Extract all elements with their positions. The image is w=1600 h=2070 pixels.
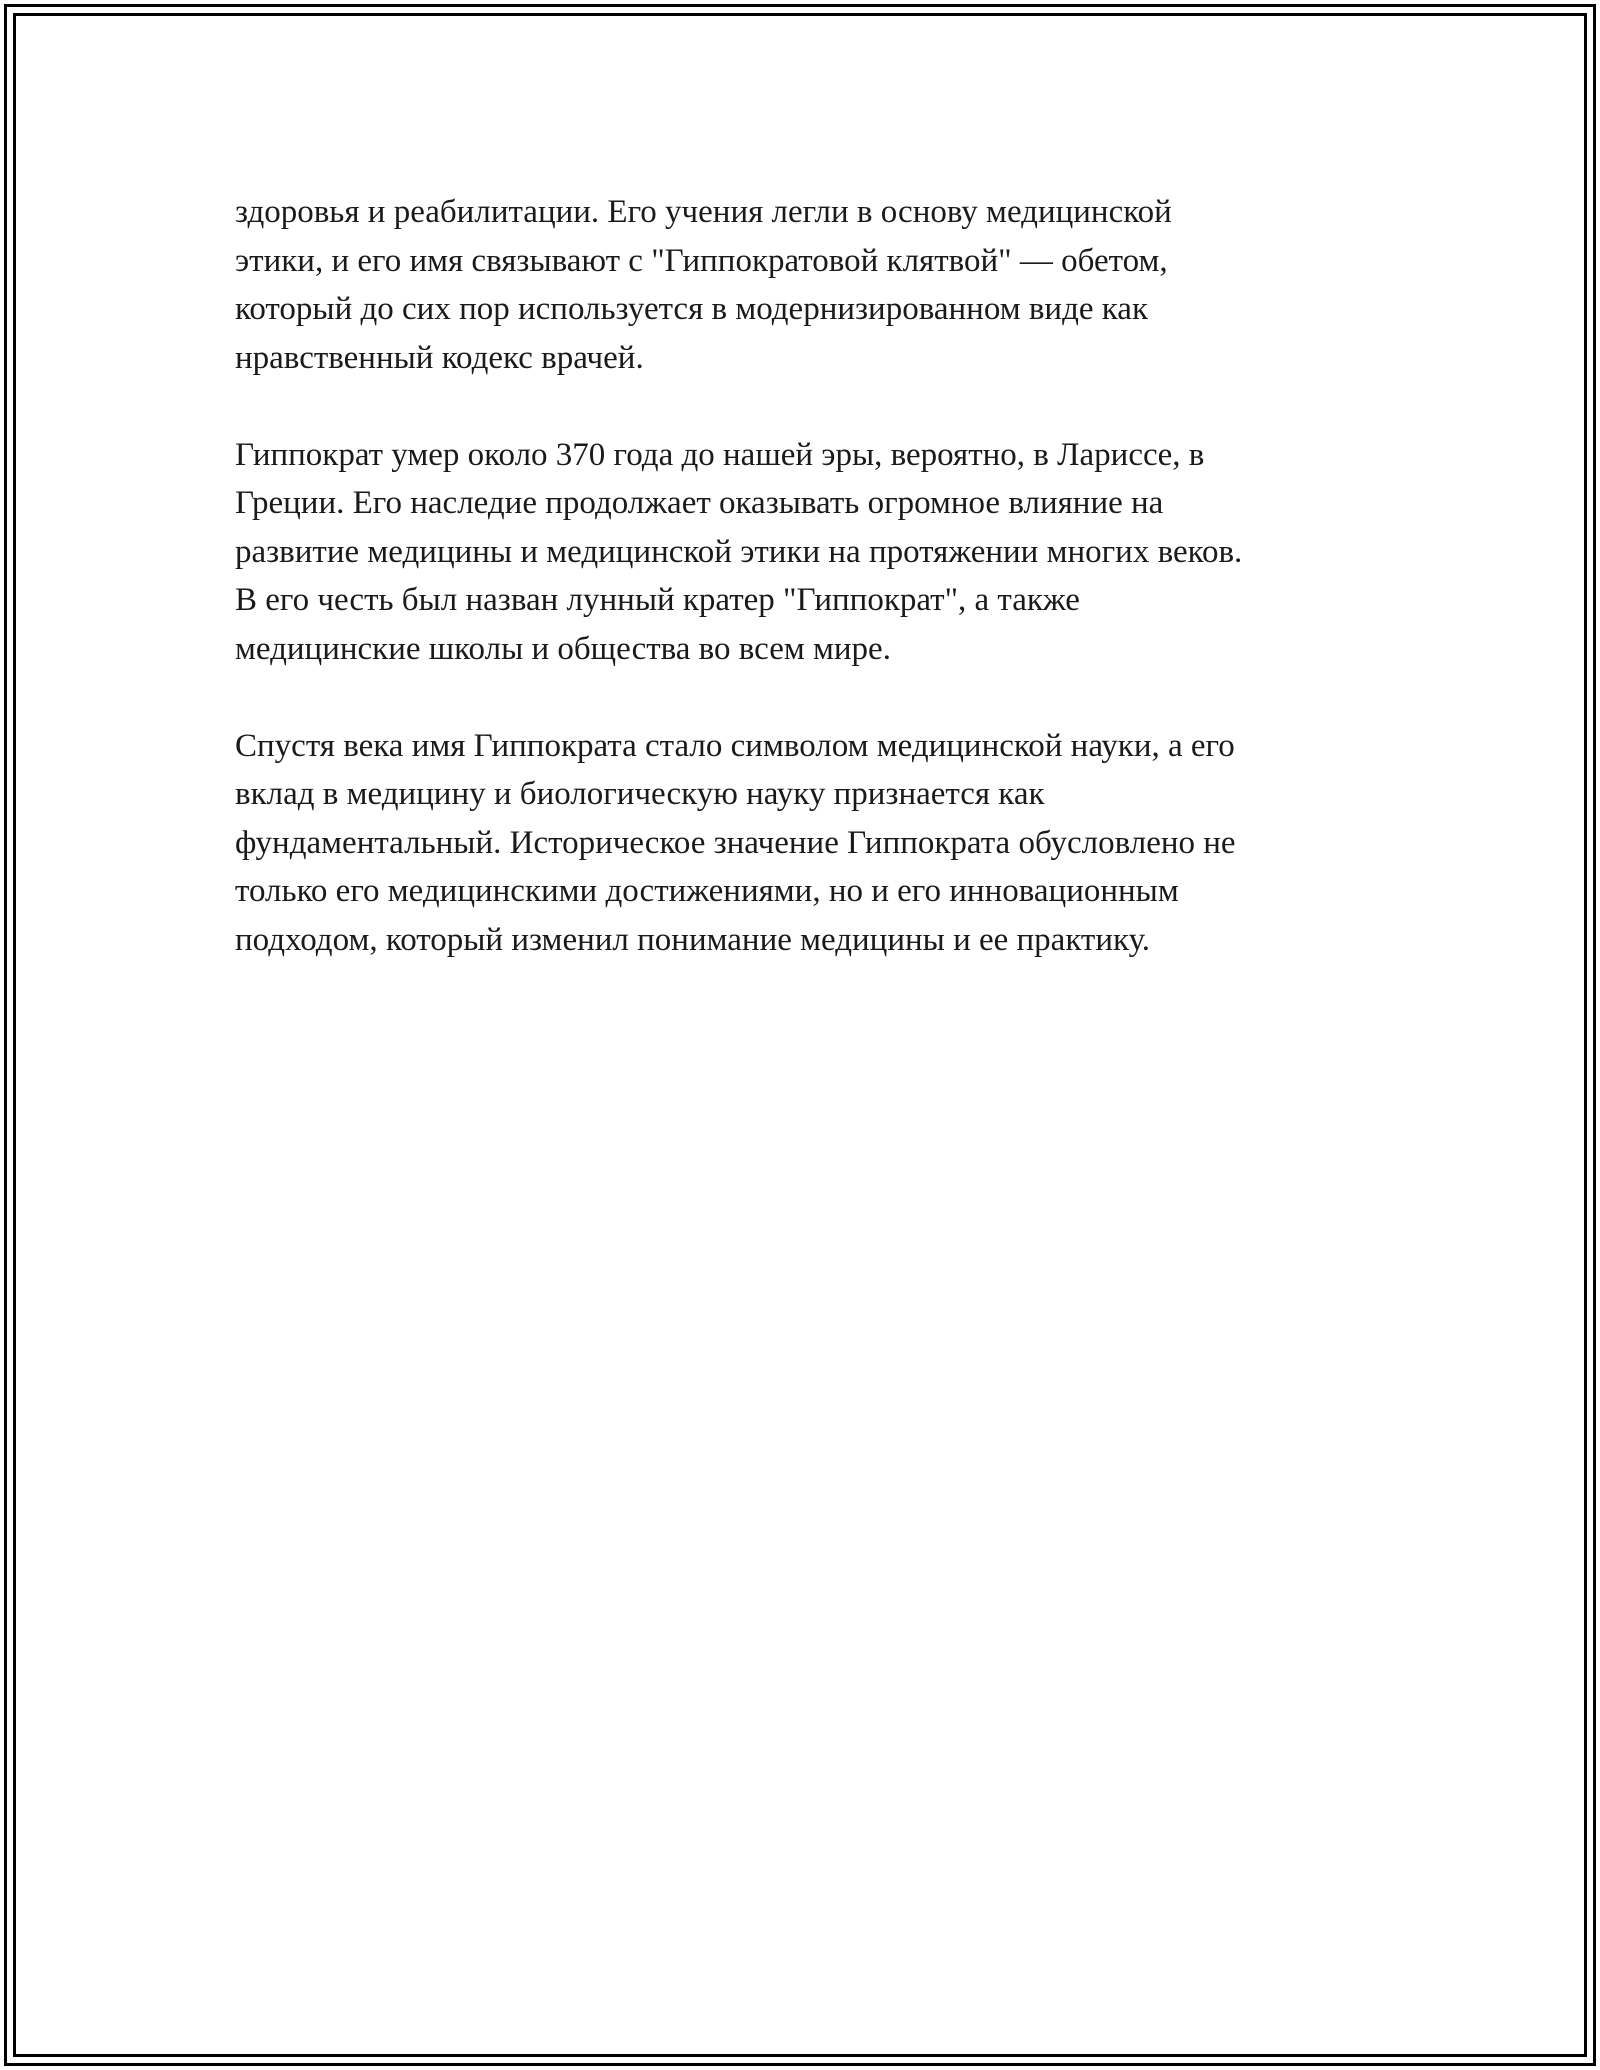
paragraph-3 xyxy=(235,722,1385,965)
text-line: развитие медицины и медицинской этики на протяжении многих веков. xyxy=(235,533,1243,570)
text-line: этики, и его имя связывают с "Гиппократовой клятвой" — обетом, xyxy=(235,242,1168,279)
text-line: фундаментальный. Историческое значение Гиппократа обусловлено не xyxy=(235,824,1236,861)
text-line: подходом, который изменил понимание медицины и ее практику. xyxy=(235,921,1151,958)
document-body xyxy=(235,188,1385,1013)
text-line: медицинские школы и общества во всем мире. xyxy=(235,630,891,667)
text-line: только его медицинскими достижениями, но и его инновационным xyxy=(235,873,1179,909)
text-line: Греции. Его наследие продолжает оказывать огромное влияние на xyxy=(235,485,1164,521)
text-line: нравственный кодекс врачей. xyxy=(235,339,644,376)
text-line: вклад в медицину и биологическую науку признается как xyxy=(235,776,1045,812)
paragraph-1 xyxy=(235,188,1385,382)
text-line: здоровья и реабилитации. Его учения легли в основу медицинской xyxy=(235,194,1172,230)
text-line: Спустя века имя Гиппократа стало символом медицинской науки, а его xyxy=(235,727,1235,764)
paragraph-2 xyxy=(235,431,1385,674)
text-line: который до сих пор используется в модернизированном виде как xyxy=(235,291,1148,327)
text-line: Гиппократ умер около 370 года до нашей эры, вероятно, в Ларисcе, в xyxy=(235,436,1205,473)
text-line: В его честь был назван лунный кратер "Гиппократ", а также xyxy=(235,582,1080,618)
